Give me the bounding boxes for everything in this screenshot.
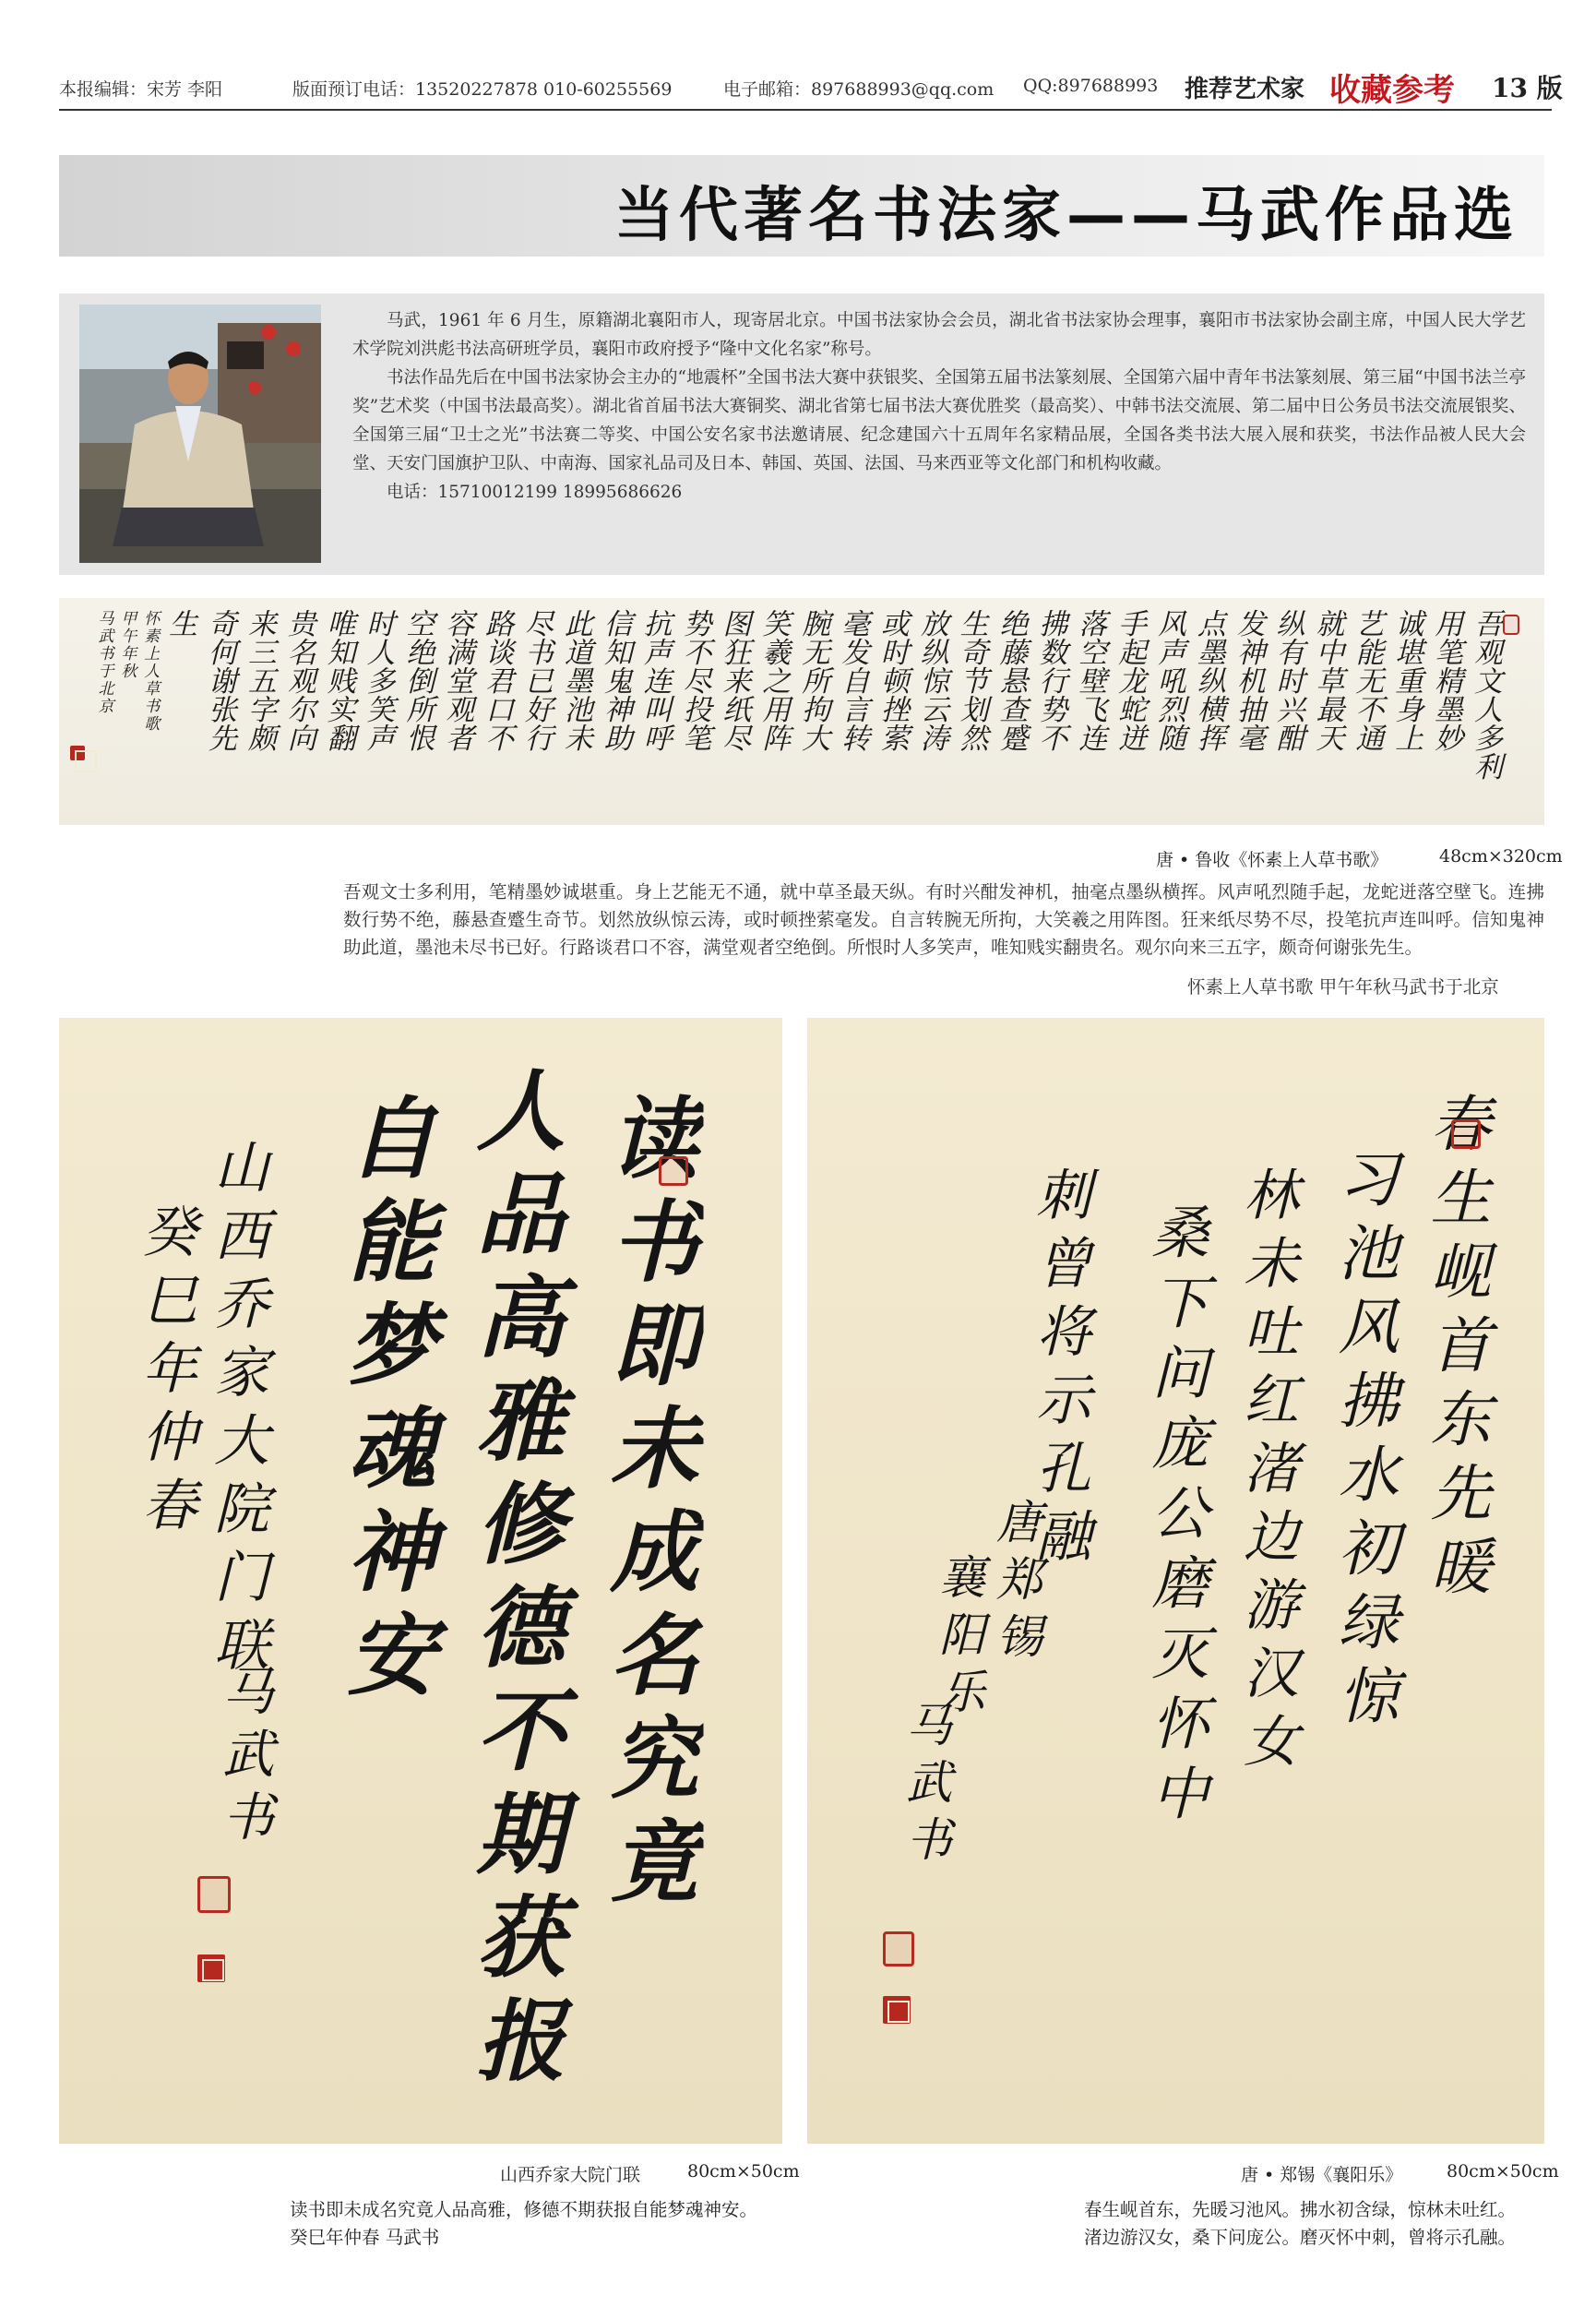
scroll-column: 手起龙蛇迸 [1118,608,1148,756]
header-editors: 本报编辑：宋芳 李阳 [59,79,223,100]
header-page-number: 13 版 [1492,73,1563,103]
scroll-column: 图狂来纸尽 [722,608,752,756]
seal-icon [197,1876,231,1913]
scroll-signature-column: 怀素上人草书歌 [144,610,161,734]
scroll-calligraphy [96,608,1507,814]
scroll-column: 拂数行势不 [1039,608,1068,756]
header-section-name: 收藏参考 [1329,72,1455,109]
header-email: 电子邮箱：897688993@qq.com [723,79,995,100]
artwork-column: 自能梦魂神安 [333,1092,437,1712]
bio-text [352,306,1526,507]
transcription-line: 渚边游汉女，桑下问庞公。磨灭怀中刺，曾将示孔融。 [1084,2227,1517,2248]
left-artwork-caption: 山西乔家大院门联 [500,2165,641,2185]
artwork-inscription: 山西乔家大院门联 [205,1138,269,1684]
seal-icon [883,1996,911,2024]
scroll-column: 毫发自言转 [841,608,870,756]
right-artwork [807,1018,1544,2144]
artwork-inscription: 癸巳年仲春 [133,1202,197,1544]
scroll-column: 笑羲之用阵 [762,608,792,756]
artwork-inscription: 襄阳乐 [932,1553,985,1725]
artwork-column: 习池风拂水初绿惊 [1328,1147,1399,1738]
scroll-column: 纵有时兴酣 [1276,608,1305,756]
seal-icon [1503,615,1519,635]
scroll-column: 风声吼烈随 [1158,608,1186,756]
artwork-column: 林未吐红渚边游汉女 [1234,1165,1299,1780]
scroll-signature: 怀素上人草书歌 甲午年秋马武书于北京 [1187,976,1499,998]
scroll-column: 发神机抽毫 [1236,608,1266,756]
page-header [59,63,1563,111]
scroll-column: 放纵惊云涛 [920,608,949,756]
scroll-column: 腕无所拘大 [802,608,831,756]
seal-icon [1451,1119,1481,1149]
bio-paragraph-2: 书法作品先后在中国书法家协会主办的“地震杯”全国书法大赛中获银奖、全国第五届书法篆刻展、全国第六届中青年书法篆刻展、第三届“中国书法兰亭奖”艺术奖（中国书法最高奖）。湖北省首届书法大赛铜奖、湖北省第七届书法大赛优胜奖（最高奖）、中韩书法交流展、第二届中日公务员书法交流展银奖、全国第三届“卫士之光”书法赛二等奖、中国公安名家书法邀请展、纪念建国六十五周年名家精品展，全国各类书法大展入展和获奖，书法作品被人民大会堂、天安门国旗护卫队、中南海、国家礼品司及日本、韩国、英国、法国、马来西亚等文化部门和机构收藏。 [352,368,1526,473]
artist-photo-image [79,305,321,563]
scroll-column: 势不尽投笔 [683,608,712,756]
scroll-column: 艺能无不通 [1355,608,1385,756]
bio-paragraph-1: 马武，1961 年 6 月生，原籍湖北襄阳市人，现寄居北京。中国书法家协会会员，湖北省书法家协会理事，襄阳市书法家协会副主席，中国人民大学艺术学院刘洪彪书法高研班学员，襄阳市政府授予“隆中文化名家”称号。 [352,311,1526,359]
artist-bio-block [59,293,1544,575]
scroll-column: 生奇节划然 [959,608,989,756]
title-banner [59,155,1544,257]
artwork-signature: 马武书 [899,1701,952,1872]
left-artwork-transcription [290,2196,806,2252]
right-artwork-size: 80cm×50cm [1447,2161,1559,2181]
scroll-column: 路谈君口不 [485,608,515,756]
scroll-column: 抗声连叫呼 [643,608,673,756]
seal-icon [197,1954,225,1982]
header-column-name: 推荐艺术家 [1185,76,1305,103]
page-title: 当代著名书法家——马武作品选 [614,182,1519,250]
header-phone: 版面预订电话：13520227878 010-60255569 [292,79,673,100]
scroll-column: 空绝倒所恨 [406,608,435,756]
artwork-column: 刺曾将示孔融 [1027,1165,1091,1575]
scroll-artwork [59,598,1544,825]
scroll-column: 奇何谢张先 [208,608,237,756]
scroll-column: 此道墨池未 [564,608,593,756]
transcription-line: 读书即未成名究竟人品高雅，修德不期获报自能梦魂神安。 [290,2199,758,2220]
seal-icon [659,1156,688,1186]
artist-photo [79,305,321,563]
scroll-signature-column: 甲午年秋 [121,610,137,681]
seal-icon [70,746,85,760]
artwork-column: 春生岘首东先暖 [1420,1092,1491,1608]
scroll-column: 或时顿挫萦 [880,608,910,756]
scroll-column: 时人多笑声 [366,608,396,756]
scroll-column: 唯知贱实翻 [327,608,356,756]
artwork-column: 人品高雅修德不期获报 [462,1064,566,2098]
scroll-column: 来三五字颇 [247,608,277,756]
scroll-size: 48cm×320cm [1439,846,1563,867]
artwork-column: 桑下问庞公磨灭怀中 [1142,1202,1209,1834]
transcription-line: 癸巳年仲春 马武书 [290,2227,440,2248]
scroll-transcription: 吾观文士多利用，笔精墨妙诚堪重。身上艺能无不通，就中草圣最天纵。有时兴酣发神机，抽毫点墨纵横挥。风声吼烈随手起，龙蛇迸落空壁飞。连拂数行势不绝，藤悬查蹙生奇节。划然放纵惊云涛，或时顿挫萦毫发。自言转腕无所拘，大笑羲之用阵图。狂来纸尽势不尽，投笔抗声连叫呼。信知鬼神助此道，墨池未尽书已好。行路谈君口不容，满堂观者空绝倒。所恨时人多笑声，唯知贱实翻贵名。观尔向来三五字，颇奇何谢张先生。 [343,881,1544,958]
right-artwork-transcription [1084,2196,1554,2252]
right-artwork-caption: 唐 • 郑锡《襄阳乐》 [1241,2165,1403,2185]
scroll-column: 容满堂观者 [446,608,475,756]
seal-icon [883,1931,914,1966]
scroll-column: 点墨纵横挥 [1197,608,1226,756]
scroll-caption: 唐 • 鲁收《怀素上人草书歌》 [1156,850,1388,870]
scroll-column: 贵名观尔向 [287,608,316,756]
scroll-column: 用笔精墨妙 [1435,608,1464,756]
artwork-signature: 马武书 [214,1664,274,1852]
scroll-signature-column: 马武书于北京 [98,610,114,716]
scroll-column: 绝藤悬查蹙 [999,608,1029,756]
scroll-column: 吾观文人多利 [1474,608,1503,784]
scroll-column: 就中草最天 [1316,608,1345,756]
scroll-column: 生 [169,608,198,641]
bio-contact: 电话：15710012199 18995686626 [387,483,683,502]
scroll-column: 落空壁飞连 [1078,608,1108,756]
transcription-line: 春生岘首东，先暖习池风。拂水初含绿，惊林未吐红。 [1084,2199,1517,2220]
scroll-column: 诚堪重身上 [1395,608,1424,756]
artwork-column: 读书即未成名究竟 [596,1092,700,1919]
scroll-column: 信知鬼神助 [603,608,633,756]
left-artwork [59,1018,782,2144]
left-artwork-size: 80cm×50cm [687,2161,800,2181]
header-qq: QQ:897688993 [1023,76,1159,96]
scroll-column: 尽书已好行 [525,608,554,756]
artwork-inscription: 唐郑锡 [989,1498,1042,1669]
